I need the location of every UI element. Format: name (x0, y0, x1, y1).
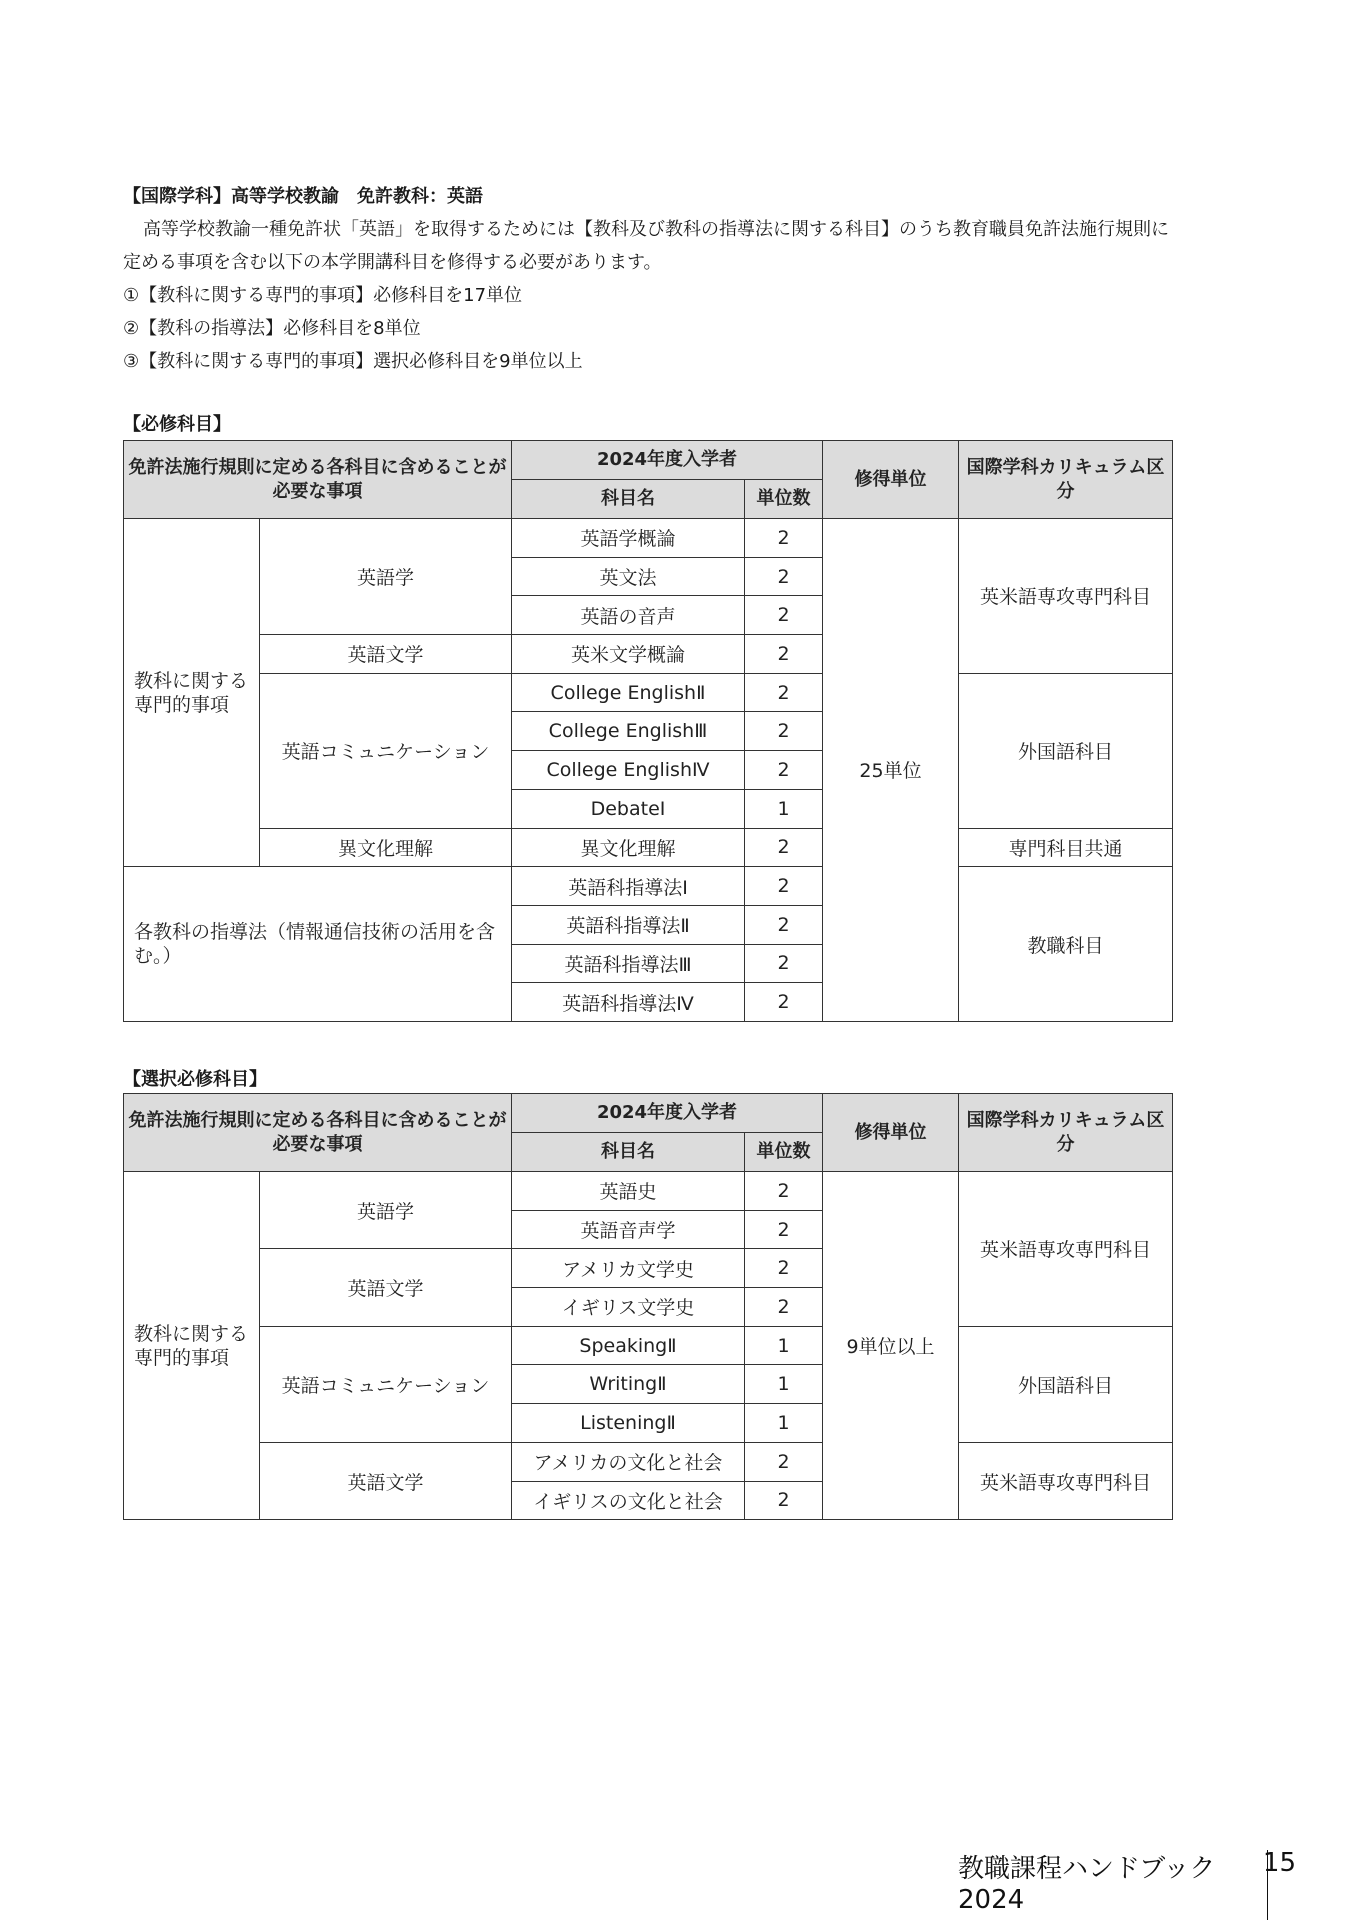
course-credits: 2 (745, 751, 823, 790)
course-credits: 1 (745, 1365, 823, 1404)
area-label: 英語学 (260, 519, 512, 635)
course-name: SpeakingⅡ (512, 1326, 745, 1365)
course-name: アメリカ文学史 (512, 1249, 745, 1288)
course-credits: 1 (745, 1404, 823, 1443)
course-credits: 1 (745, 789, 823, 828)
intro-paragraph: 高等学校教諭一種免許状「英語」を取得するためには【教科及び教科の指導法に関する科目】のうち教育職員免許法施行規則に定める事項を含む以下の本学開講科目を修得する必要があります。 (123, 219, 1169, 273)
page-number: 15 (1262, 1848, 1296, 1878)
requirement-item: ①【教科に関する専門的事項】必修科目を17単位 (123, 285, 523, 306)
course-name: WritingⅡ (512, 1365, 745, 1404)
area-label: 英語文学 (260, 1442, 512, 1519)
category-label: 専門科目共通 (959, 828, 1173, 867)
group-label: 教科に関する専門的事項 (124, 1172, 260, 1520)
required-label: 【必修科目】 (123, 414, 231, 435)
course-credits: 2 (745, 905, 823, 944)
course-credits: 2 (745, 828, 823, 867)
header-credits: 単位数 (745, 1133, 823, 1172)
elective-table (123, 1093, 1173, 1520)
intro (123, 180, 1173, 378)
category-label: 英米語専攻専門科目 (959, 1172, 1173, 1327)
requirement-item: ②【教科の指導法】必修科目を8単位 (123, 318, 421, 339)
course-credits: 2 (745, 712, 823, 751)
area-label: 英語学 (260, 1172, 512, 1249)
course-credits: 2 (745, 673, 823, 712)
header-earned: 修得単位 (823, 1094, 959, 1172)
course-name: 英語科指導法Ⅳ (512, 983, 745, 1022)
header-course: 科目名 (512, 1133, 745, 1172)
area-label: 英語コミュニケーション (260, 1326, 512, 1442)
table-row (124, 828, 1173, 867)
category-label: 英米語専攻専門科目 (959, 519, 1173, 674)
course-name: College EnglishⅡ (512, 673, 745, 712)
earned-credits: 9単位以上 (823, 1172, 959, 1520)
course-name: イギリスの文化と社会 (512, 1481, 745, 1520)
header-course: 科目名 (512, 480, 745, 519)
course-credits: 2 (745, 635, 823, 674)
table-row (124, 1442, 1173, 1481)
course-name: 英語の音声 (512, 596, 745, 635)
course-name: 英語科指導法Ⅱ (512, 905, 745, 944)
table-row (124, 1172, 1173, 1211)
area-label: 異文化理解 (260, 828, 512, 867)
course-name: 英語音声学 (512, 1210, 745, 1249)
course-credits: 2 (745, 1481, 823, 1520)
category-label: 英米語専攻専門科目 (959, 1442, 1173, 1519)
header-rule: 免許法施行規則に定める各科目に含めることが必要な事項 (124, 1094, 512, 1172)
page-footer (958, 1838, 1358, 1920)
course-name: College EnglishⅢ (512, 712, 745, 751)
course-credits: 2 (745, 1442, 823, 1481)
course-credits: 2 (745, 1172, 823, 1211)
group-label: 各教科の指導法（情報通信技術の活用を含む。） (124, 867, 512, 1022)
group-label: 教科に関する専門的事項 (124, 519, 260, 867)
header-year: 2024年度入学者 (512, 1094, 823, 1133)
table-row (124, 519, 1173, 558)
course-name: 英語学概論 (512, 519, 745, 558)
table-row (124, 673, 1173, 712)
table-row (124, 1326, 1173, 1365)
area-label: 英語コミュニケーション (260, 673, 512, 828)
course-name: DebateⅠ (512, 789, 745, 828)
course-name: 英語科指導法Ⅰ (512, 867, 745, 906)
course-credits: 2 (745, 867, 823, 906)
requirement-item: ③【教科に関する専門的事項】選択必修科目を9単位以上 (123, 351, 583, 372)
header-rule: 免許法施行規則に定める各科目に含めることが必要な事項 (124, 441, 512, 519)
course-name: College EnglishⅣ (512, 751, 745, 790)
section-heading: 【国際学科】高等学校教諭 免許教科：英語 (123, 186, 483, 207)
course-name: 英語科指導法Ⅲ (512, 944, 745, 983)
course-credits: 1 (745, 1326, 823, 1365)
area-label: 英語文学 (260, 635, 512, 674)
header-year: 2024年度入学者 (512, 441, 823, 480)
area-label: 英語文学 (260, 1249, 512, 1326)
table-row (124, 867, 1173, 906)
course-name: 英語史 (512, 1172, 745, 1211)
earned-credits: 25単位 (823, 519, 959, 1022)
header-credits: 単位数 (745, 480, 823, 519)
course-credits: 2 (745, 983, 823, 1022)
course-name: 英文法 (512, 557, 745, 596)
course-credits: 2 (745, 1288, 823, 1327)
course-credits: 2 (745, 557, 823, 596)
category-label: 外国語科目 (959, 673, 1173, 828)
header-category: 国際学科カリキュラム区分 (959, 441, 1173, 519)
course-name: アメリカの文化と社会 (512, 1442, 745, 1481)
course-credits: 2 (745, 944, 823, 983)
category-label: 外国語科目 (959, 1326, 1173, 1442)
course-name: イギリス文学史 (512, 1288, 745, 1327)
course-name: 英米文学概論 (512, 635, 745, 674)
course-credits: 2 (745, 1249, 823, 1288)
course-credits: 2 (745, 1210, 823, 1249)
course-name: ListeningⅡ (512, 1404, 745, 1443)
elective-label: 【選択必修科目】 (123, 1069, 267, 1090)
course-name: 異文化理解 (512, 828, 745, 867)
handbook-title: 教職課程ハンドブック 2024 (958, 1854, 1216, 1915)
category-label: 教職科目 (959, 867, 1173, 1022)
course-credits: 2 (745, 596, 823, 635)
course-credits: 2 (745, 519, 823, 558)
required-table (123, 440, 1173, 1022)
header-category: 国際学科カリキュラム区分 (959, 1094, 1173, 1172)
header-earned: 修得単位 (823, 441, 959, 519)
